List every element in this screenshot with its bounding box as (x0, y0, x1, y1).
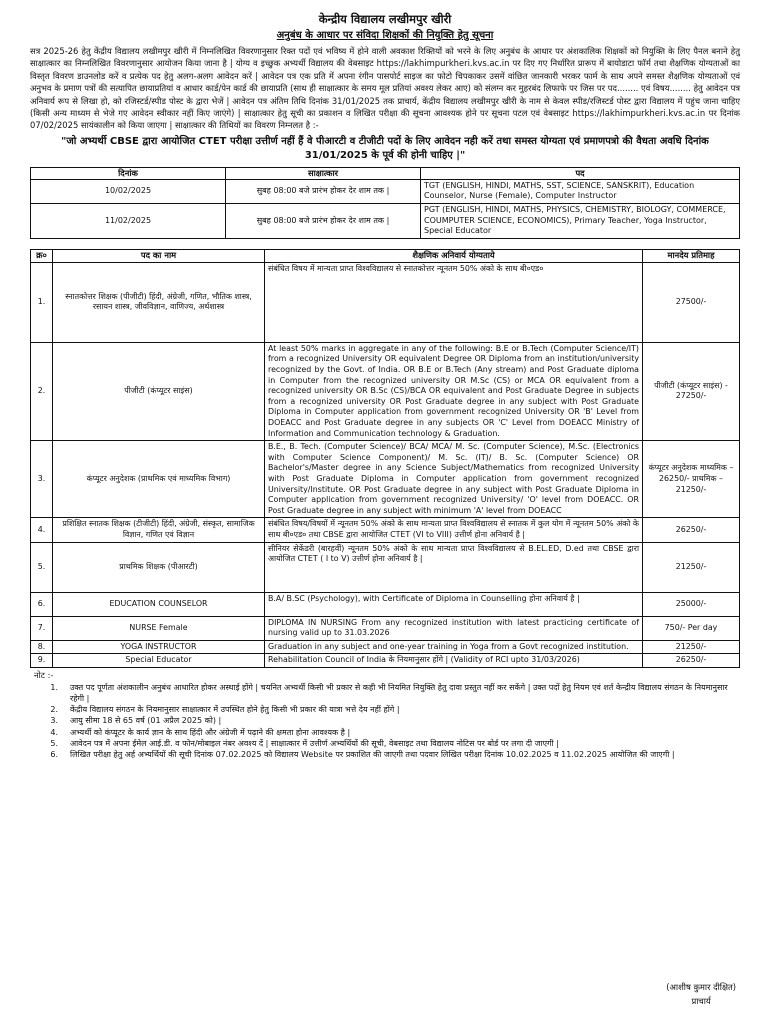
row-qualification: संबंधित विषय/विषयों में न्यूनतम 50% अंको के साथ मान्यता प्राप्त विश्वविद्यालय से स्नातक में कुल योग में न्यूनतम 50% अंको के साथ बी०एड० तथा CBSE द्वारा आयोजित CTET (VI to VIII) उत्तीर्ण होना अनिवार्य है | (265, 518, 643, 542)
row-post: कंप्यूटर अनुदेशक (प्राथमिक एवं माध्यमिक विभाग) (53, 441, 265, 518)
list-item (30, 682, 740, 704)
list-item (30, 704, 740, 715)
note-number: 2. (50, 705, 58, 715)
note-text: उक्त पद पूर्णता अंशकालीन अनुबंध आधारित होकर अस्थाई होंगे | चयनित अभ्यर्थी किसी भी प्रकार से कही भी नियमित नियुक्ति हेतु दावा प्रस्तुत नहीं कर सकेंगे | उक्त पदों हेतु नियम एवं शर्त केन्द्रीय विद्यालय संगठन के नियमानुसार रहेगी | (70, 682, 728, 704)
row-pay: 21250/- (643, 542, 740, 592)
table-row (31, 654, 740, 668)
note-text: आयु सीमा 18 से 65 वर्ष (01 अप्रैल 2025 को) | (70, 716, 222, 726)
row-serial: 4. (31, 518, 53, 542)
row-pay: कंप्यूटर अनुदेशक माध्यमिक – 26250/- प्राथमिक – 21250/- (643, 441, 740, 518)
row-serial: 9. (31, 654, 53, 668)
note-text: आवेदन पत्र में अपना ईमेल आई.डी. व फोन/मोबाइल नंबर अवश्य दें | साक्षात्कार में उत्तीर्ण अभ्यर्थियों की सूची, वेबसाइट तथा विद्यालय नोटिस पर बोर्ड पर लगा दी जाएगी | (70, 738, 559, 748)
header-interview: साक्षात्कार (226, 167, 421, 179)
note-text: अभ्यर्थी को कंप्यूटर के कार्य ज्ञान के साथ हिंदी और अंग्रेजी में पढ़ाने की क्षमता होना आवश्यक है | (70, 727, 351, 737)
row-serial: 1. (31, 262, 53, 342)
page-title: केन्द्रीय विद्यालय लखीमपुर खीरी (318, 12, 452, 26)
note-number: 4. (50, 727, 58, 737)
list-item (30, 727, 740, 738)
page-subtitle: अनुबंध के आधार पर संविदा शिक्षकों की नियुक्ति हेतु सूचना (276, 30, 494, 41)
row-qualification: सीनियर सेकेंडरी (बारहवीं) न्यूनतम 50% अंको के साथ मान्यता प्राप्त विश्वविद्यालय से B.EL.ED, D.ed तथा CBSE द्वारा आयोजित CTET ( I to V) उत्तीर्ण होना अनिवार्य है | (265, 542, 643, 592)
row-pay: पीजीटी (कंप्यूटर साइंस) - 27250/- (643, 342, 740, 440)
row-post: NURSE Female (53, 616, 265, 640)
row-pay: 27500/- (643, 262, 740, 342)
table-row (31, 179, 740, 203)
row-pay: 21250/- (643, 640, 740, 654)
schedule-posts: PGT (ENGLISH, HINDI, MATHS, PHYSICS, CHEMISTRY, BIOLOGY, COMMERCE, COUMPUTER SCIENCE, ECONOMICS), Primary Teacher, Yoga Instructor, Special Educator (421, 204, 740, 239)
row-qualification: Rehabilitation Council of India के नियमानुसार होंगे | (Validity of RCI upto 31/03/2026) (265, 654, 643, 668)
notes-label: नोट :- (34, 669, 54, 680)
ctet-notice: "जो अभ्यर्थी CBSE द्वारा आयोजित CTET परीक्षा उत्तीर्ण नहीं हैं वे पीआरटी व टीजीटी पदों के लिए आवेदन नही करें तथा समस्त योग्यता एवं प्रमाणपत्रो की वैधता अवधि दिनांक 31/01/2025 के पूर्व की होनी चाहिए |" (61, 135, 709, 161)
interview-schedule-table (30, 167, 740, 239)
row-post: स्नातकोत्तर शिक्षक (पीजीटी) हिंदी, अंग्रेजी, गणित, भौतिक शास्त्र, रसायन शास्त्र, जीवविज्ञान, वाणिज्य, अर्थशास्त्र (53, 262, 265, 342)
list-item (30, 749, 740, 760)
note-number: 6. (50, 750, 58, 760)
schedule-time: सुबह 08:00 बजे प्रारंभ होकर देर शाम तक | (226, 204, 421, 239)
header-qualification: शैक्षणिक अनिवार्य योग्यताये (265, 249, 643, 262)
row-post: EDUCATION COUNSELOR (53, 592, 265, 616)
qualifications-table (30, 249, 740, 668)
row-pay: 26250/- (643, 518, 740, 542)
schedule-date: 10/02/2025 (31, 179, 226, 203)
note-text: लिखित परीक्षा हेतु अर्ह अभ्यर्थियों की सूची दिनांक 07.02.2025 को विद्यालय Website पर प्रकाशित की जाएगी तथा पदवार लिखित परीक्षा दिनांक 10.02.2025 व 11.02.2025 आयोजित की जाएगी | (70, 750, 675, 760)
header-date: दिनांक (31, 167, 226, 179)
signatory-designation: प्राचार्य (691, 996, 711, 1006)
table-row (31, 441, 740, 518)
signatory-name: (आशीष कुमार दीक्षित) (666, 982, 736, 992)
schedule-time: सुबह 08:00 बजे प्रारंभ होकर देर शाम तक | (226, 179, 421, 203)
header-posts: पद (421, 167, 740, 179)
signature-block (666, 980, 736, 1008)
row-qualification: B.A/ B.SC (Psychology), with Certificate of Diploma in Counselling होना अनिवार्य है | (265, 592, 643, 616)
row-post: YOGA INSTRUCTOR (53, 640, 265, 654)
row-qualification: At least 50% marks in aggregate in any of the following: B.E or B.Tech (Computer Science/IT) from a recognized University OR equivalent Degree OR Diploma from an institution/university recognized by the Govt. of India. OR B.E or B.Tech (Any stream) and Post Graduate diploma in Computer from the recognized university OR M.Sc (CS) or MCA OR equivalent from a recognized university OR B.Sc (CS)/BCA OR equivalent and Post Graduate Degree in subjects from a recognized university OR Post Graduate degree in any subject with Post Graduate Diploma in Computer application from government recognized University OR 'B' Level from DOEACC and Post Graduate degree in any subjects OR 'C' Level from DOEACC Ministry of Information and Communication technology & Graduation. (265, 342, 643, 440)
row-pay: 26250/- (643, 654, 740, 668)
row-serial: 7. (31, 616, 53, 640)
table-row (31, 204, 740, 239)
row-qualification: B.E., B. Tech. (Computer Science)/ BCA/ MCA/ M. Sc. (Computer Science), M.Sc. (Electronics with Computer Science Component)/ M. Sc. (IT)/ B. Sc. (Computer Science) OR Bachelor's/Master degree in any Science Subject/Mathematics from recognized University with Post Graduate Diploma in Computer application from government recognized University/Institute. OR Post Graduate degree in any subject with Post Graduate Diploma in Computer application from government recognized University/ 'O' level from DOEACC. OR Post Graduate degree in any subject with minimum 'A' level from DOEACC (265, 441, 643, 518)
note-number: 1. (50, 682, 58, 692)
row-post: Special Educator (53, 654, 265, 668)
table-header-row (31, 249, 740, 262)
table-row (31, 592, 740, 616)
row-post: प्रशिक्षित स्नातक शिक्षक (टीजीटी) हिंदी, अंग्रेजी, संस्कृत, सामाजिक विज्ञान, गणित एवं विज्ञान (53, 518, 265, 542)
schedule-date: 11/02/2025 (31, 204, 226, 239)
row-qualification: Graduation in any subject and one-year training in Yoga from a Govt recognized institution. (265, 640, 643, 654)
row-post: पीजीटी (कंप्यूटर साइंस) (53, 342, 265, 440)
row-serial: 5. (31, 542, 53, 592)
row-pay: 25000/- (643, 592, 740, 616)
row-serial: 8. (31, 640, 53, 654)
note-number: 5. (50, 738, 58, 748)
schedule-posts: TGT (ENGLISH, HINDI, MATHS, SST, SCIENCE, SANSKRIT), Education Counselor, Nurse (Female), Computer Instructor (421, 179, 740, 203)
header-serial: क्र० (31, 249, 53, 262)
header-post-name: पद का नाम (53, 249, 265, 262)
table-row (31, 640, 740, 654)
list-item (30, 738, 740, 749)
intro-paragraph: सत्र 2025-26 हेतु केंद्रीय विद्यालय लखीमपुर खीरी में निम्नलिखित विवरणानुसार रिक्त पदों एवं भविष्य में होने वाली अवकाश रिक्तियों को भरने के लिए अनुबंध के आधार पर अंशकालिक शिक्षकों को नियुक्ति के लिए पैनल बनाने हेतु साक्षात्कार का निम्नलिखित विवरणानुसार आयोजन किया जाना है | योग्य व इच्छुक अभ्यर्थी विद्यालय की वेबसाइट https://lakhimpurkheri.kvs.ac.in पर दिए गए निर्धारित प्रारूप में बायोडाटा फॉर्म तथा शैक्षणिक योग्यताओं का विस्तृत विवरण डाउनलोड करें व प्रत्येक पद हेतु अलग-अलग आवेदन करें | आवेदन पत्र एक प्रति में अपना रंगीन पासपोर्ट साइज का फोटो चिपकाकर उसमें वांछित जानकारी भरकर फार्म के साथ अपने समस्त शैक्षणिक योग्यताओं एवं अनुभव के प्रमाण पत्रों की सत्यापित छायाप्रतियां व आधार कार्ड/पेन कार्ड की छायाप्रति (साथ ही साक्षात्कार के समय मूल प्रतियां अवश्य लेकर आए) को संलग्न कर मुहरबंद लिफाफे पर जिस पर पद........ एवं विषय........ हेतु आवेदन पत्र अनिवार्य रूप से लिखा हो, को रजिस्टर्ड/स्पीड पोस्ट के द्वारा भेजें | आवेदन पत्र अंतिम तिथि दिनांक 31/01/2025 तक प्राचार्य, केंद्रीय विद्यालय लखीमपुर खीरी के नाम से केवल स्पीड/रजिस्टर्ड पोस्ट द्वारा विद्यालय में पहुंच जाना चाहिए (किसी अन्य माध्यम से भेजे गए आवेदन स्वीकार नहीं किए जाएंगे) | साक्षात्कार हेतु सूची का प्रकाशन व लिखित परीक्षा की सूचना आवश्यक होने पर सूचना पटल एवं वेबसाइट https://lakhimpurkheri.kvs.ac.in पर दिनांक 07/02/2025 सायंकालीन को किया जाएगा | साक्षात्कार की तिथियों का विवरण निम्नलत है :- (30, 46, 740, 131)
notes-list (30, 682, 740, 760)
row-serial: 3. (31, 441, 53, 518)
list-item (30, 715, 740, 726)
row-post: प्राथमिक शिक्षक (पीआरटी) (53, 542, 265, 592)
row-qualification: संबंधित विषय में मान्यता प्राप्त विश्वविद्यालय से स्नातकोत्तर न्यूनतम 50% अंको के साथ बी०एड० (265, 262, 643, 342)
row-serial: 2. (31, 342, 53, 440)
table-row (31, 616, 740, 640)
row-serial: 6. (31, 592, 53, 616)
table-row (31, 262, 740, 342)
row-qualification: DIPLOMA IN NURSING From any recognized institution with latest practicing certificate of nursing valid up to 31.03.2026 (265, 616, 643, 640)
table-row (31, 518, 740, 542)
row-pay: 750/- Per day (643, 616, 740, 640)
table-header-row (31, 167, 740, 179)
note-number: 3. (50, 716, 58, 726)
table-row (31, 342, 740, 440)
header-honorarium: मानदेय प्रतिमाह (643, 249, 740, 262)
note-text: केंद्रीय विद्यालय संगठन के नियमानुसार साक्षात्कार में उपस्थित होने हेतु किसी भी प्रकार की यात्रा भत्ते देय नहीं होंगे | (70, 705, 400, 715)
table-row (31, 542, 740, 592)
